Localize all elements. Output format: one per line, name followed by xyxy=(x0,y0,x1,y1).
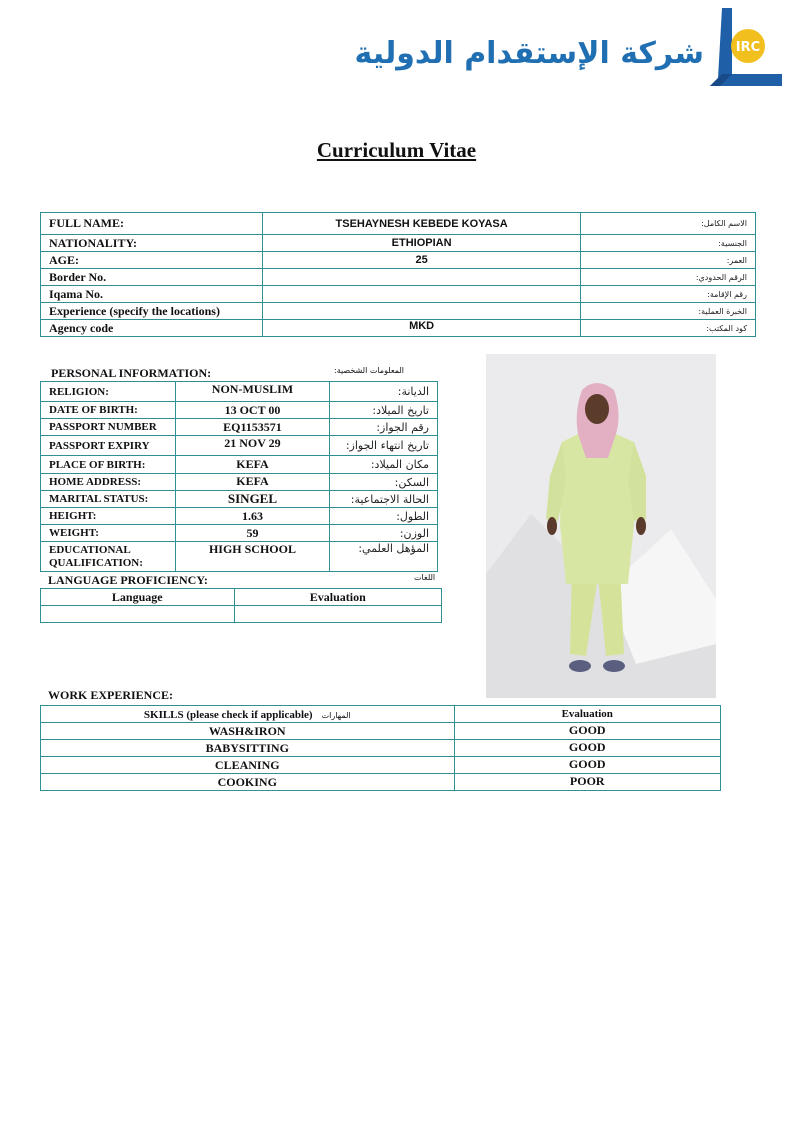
table-row xyxy=(41,525,438,542)
personal-info-heading-arabic: المعلومات الشخصية: xyxy=(334,366,405,375)
field-label-arabic: تاريخ الميلاد: xyxy=(330,402,438,419)
company-logo xyxy=(354,8,782,88)
field-value: HIGH SCHOOL xyxy=(175,542,330,572)
column-header-language: Language xyxy=(41,589,235,606)
field-value: NON-MUSLIM xyxy=(175,382,330,402)
column-header-skills-arabic: المهارات xyxy=(321,710,351,720)
field-value xyxy=(262,303,581,320)
field-label-arabic: رقم الجواز: xyxy=(330,419,438,436)
field-label-arabic: الاسم الكامل: xyxy=(581,213,756,235)
identity-table xyxy=(40,212,756,337)
table-row xyxy=(41,286,756,303)
field-value: MKD xyxy=(262,320,581,337)
field-label: EDUCATIONAL QUALIFICATION: xyxy=(41,542,176,572)
field-label-arabic: الجنسية: xyxy=(581,235,756,252)
table-row xyxy=(41,303,756,320)
language-table xyxy=(40,588,442,623)
table-row xyxy=(41,436,438,456)
identity-rows xyxy=(41,213,756,337)
work-experience-heading: WORK EXPERIENCE: xyxy=(48,688,174,702)
skill-cell: BABYSITTING xyxy=(41,740,455,757)
personal-info-table xyxy=(40,381,438,572)
language-heading-arabic: اللغات xyxy=(414,573,436,582)
field-label-arabic: تاريخ انتهاء الجواز: xyxy=(330,436,438,456)
field-label: RELIGION: xyxy=(41,382,176,402)
table-row xyxy=(41,474,438,491)
table-row xyxy=(41,252,756,269)
field-label: DATE OF BIRTH: xyxy=(41,402,176,419)
evaluation-cell: GOOD xyxy=(454,723,721,740)
field-label: MARITAL STATUS: xyxy=(41,491,176,508)
table-row xyxy=(41,456,438,474)
evaluation-cell: GOOD xyxy=(454,757,721,774)
column-header-evaluation: Evaluation xyxy=(454,706,721,723)
column-header-skills xyxy=(41,706,455,723)
field-label-arabic: المؤهل العلمي: xyxy=(330,542,438,572)
field-label: Experience (specify the locations) xyxy=(41,303,263,320)
page-title: Curriculum Vitae xyxy=(316,138,477,162)
field-label: PASSPORT NUMBER xyxy=(41,419,176,436)
table-header-row xyxy=(41,706,721,723)
field-label-arabic: رقم الإقامة: xyxy=(581,286,756,303)
field-value: KEFA xyxy=(175,474,330,491)
table-row xyxy=(41,606,442,623)
language-heading: LANGUAGE PROFICIENCY: xyxy=(48,573,208,587)
field-label: FULL NAME: xyxy=(41,213,263,235)
field-label-arabic: الوزن: xyxy=(330,525,438,542)
skill-cell: COOKING xyxy=(41,774,455,791)
table-row xyxy=(41,402,438,419)
field-value: ETHIOPIAN xyxy=(262,235,581,252)
field-label-arabic: الخبرة العملية: xyxy=(581,303,756,320)
field-label-arabic: السكن: xyxy=(330,474,438,491)
field-label: Iqama No. xyxy=(41,286,263,303)
field-label: PLACE OF BIRTH: xyxy=(41,456,176,474)
applicant-photo xyxy=(486,354,716,698)
table-row xyxy=(41,740,721,757)
field-label-arabic: مكان الميلاد: xyxy=(330,456,438,474)
field-label-arabic: كود المكتب: xyxy=(581,320,756,337)
skill-cell: CLEANING xyxy=(41,757,455,774)
field-label: PASSPORT EXPIRY xyxy=(41,436,176,456)
table-row xyxy=(41,419,438,436)
field-value xyxy=(262,269,581,286)
personal-info-heading: PERSONAL INFORMATION: xyxy=(51,366,212,380)
table-row xyxy=(41,757,721,774)
field-value: 25 xyxy=(262,252,581,269)
table-row xyxy=(41,320,756,337)
field-label-arabic: الديانة: xyxy=(330,382,438,402)
skills-table xyxy=(40,705,721,791)
table-row xyxy=(41,542,438,572)
field-value: 21 NOV 29 xyxy=(175,436,330,456)
field-label: Agency code xyxy=(41,320,263,337)
table-row xyxy=(41,213,756,235)
table-row xyxy=(41,508,438,525)
field-value xyxy=(262,286,581,303)
field-label: HOME ADDRESS: xyxy=(41,474,176,491)
skill-cell: WASH&IRON xyxy=(41,723,455,740)
table-row xyxy=(41,269,756,286)
table-row xyxy=(41,723,721,740)
language-cell xyxy=(41,606,235,623)
table-row xyxy=(41,382,438,402)
irc-logo-icon xyxy=(710,8,782,86)
column-header-evaluation: Evaluation xyxy=(234,589,441,606)
table-row xyxy=(41,235,756,252)
field-label-arabic: الطول: xyxy=(330,508,438,525)
field-label-arabic: الحالة الاجتماعية: xyxy=(330,491,438,508)
field-label-arabic: الرقم الحدودي: xyxy=(581,269,756,286)
field-label: HEIGHT: xyxy=(41,508,176,525)
field-value: SINGEL xyxy=(175,491,330,508)
field-value: 1.63 xyxy=(175,508,330,525)
evaluation-cell xyxy=(234,606,441,623)
field-value: 13 OCT 00 xyxy=(175,402,330,419)
field-value: KEFA xyxy=(175,456,330,474)
field-label-arabic: العمر: xyxy=(581,252,756,269)
table-header-row xyxy=(41,589,442,606)
field-label: WEIGHT: xyxy=(41,525,176,542)
table-row xyxy=(41,491,438,508)
field-value: TSEHAYNESH KEBEDE KOYASA xyxy=(262,213,581,235)
field-value: 59 xyxy=(175,525,330,542)
column-header-skills-label: SKILLS (please check if applicable) xyxy=(143,708,313,721)
field-label: Border No. xyxy=(41,269,263,286)
logo-arabic-text: شركة الإستقدام الدولية xyxy=(354,36,704,71)
field-value: EQ1153571 xyxy=(175,419,330,436)
applicant-photo-image xyxy=(486,354,716,698)
field-label: NATIONALITY: xyxy=(41,235,263,252)
table-row xyxy=(41,774,721,791)
logo-initials: IRC xyxy=(735,40,761,55)
evaluation-cell: GOOD xyxy=(454,740,721,757)
field-label: AGE: xyxy=(41,252,263,269)
evaluation-cell: POOR xyxy=(454,774,721,791)
